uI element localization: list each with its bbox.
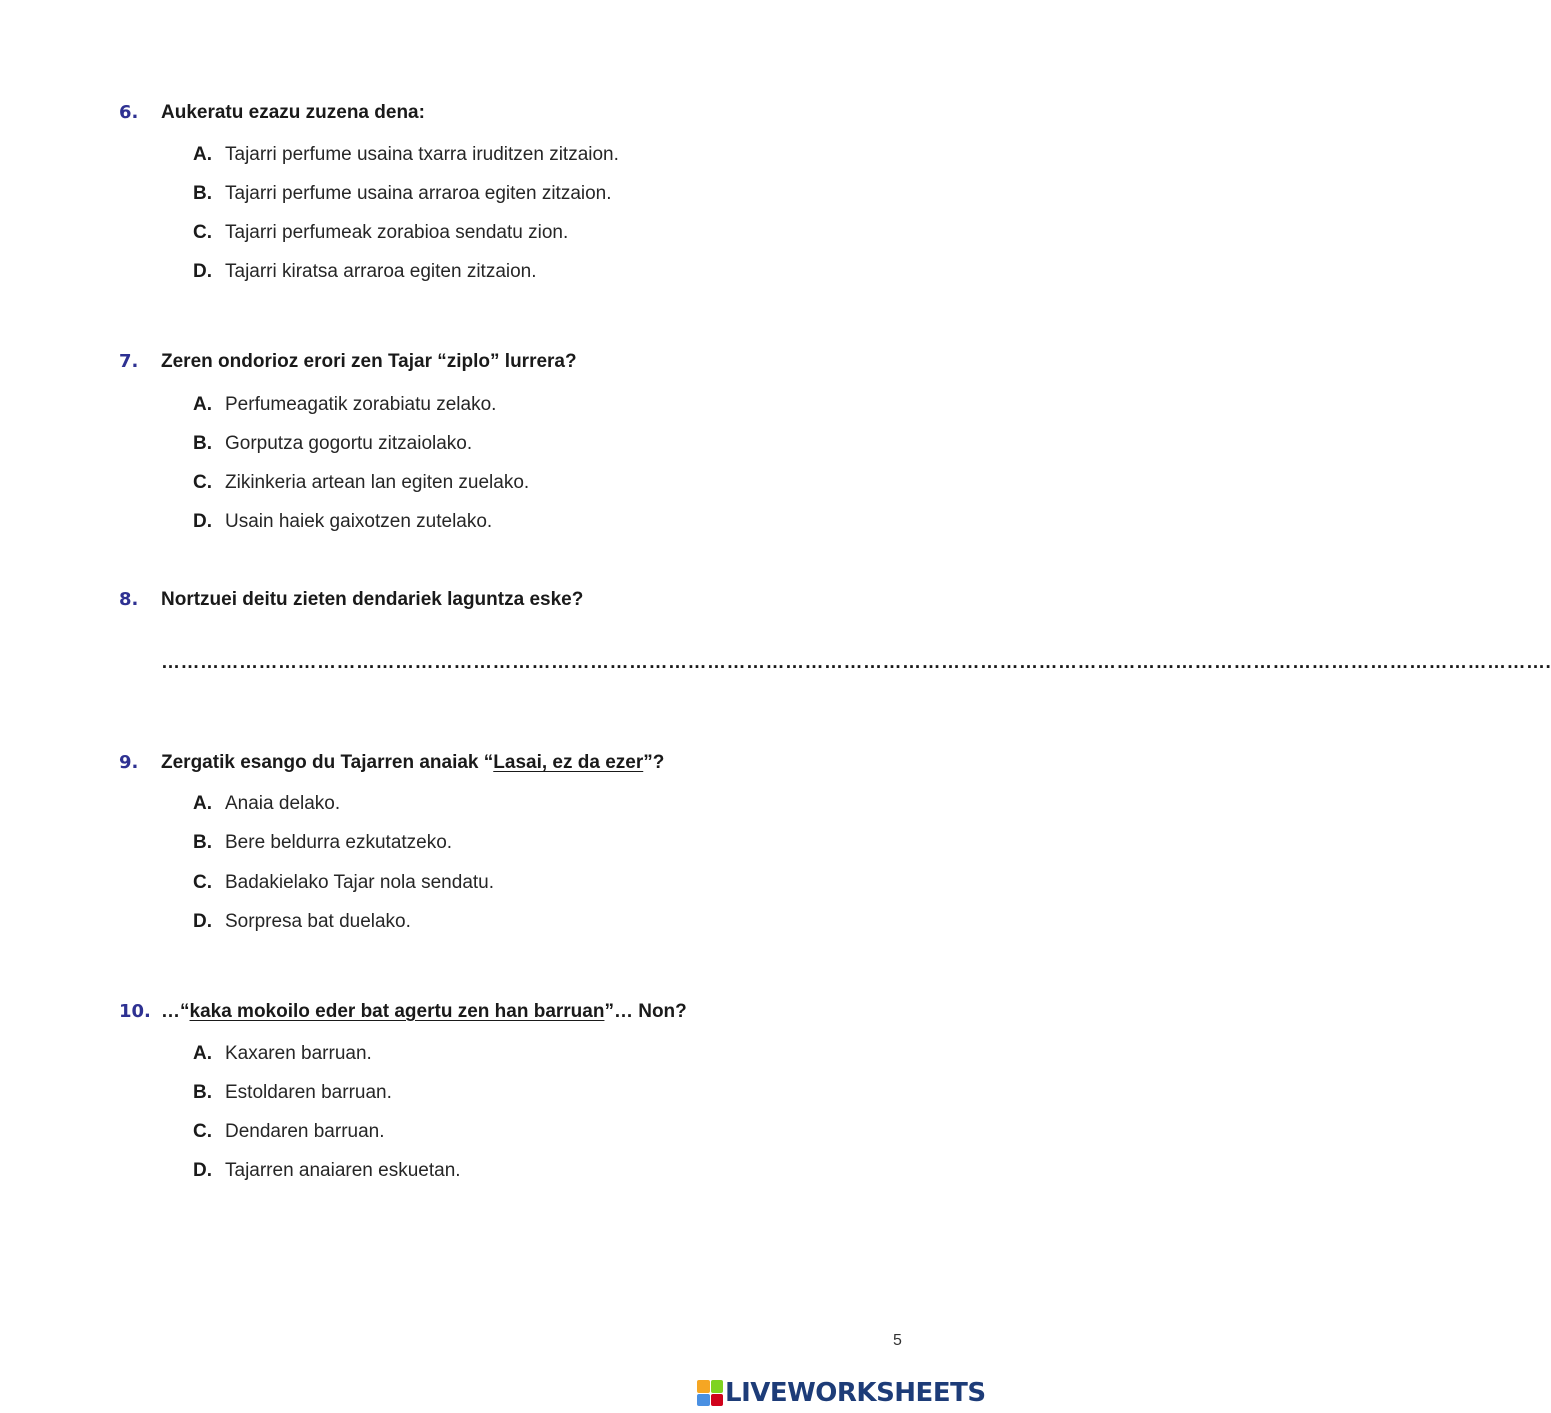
question-text: Aukeratu ezazu zuzena dena: [161,102,425,123]
option-letter: C. [193,872,212,893]
option-text: Anaia delako. [225,793,341,814]
answer-option-a[interactable] [193,1044,372,1063]
option-letter: B. [193,183,212,204]
option-text: Usain haiek gaixotzen zutelako. [225,511,493,532]
option-text: Tajarri kiratsa arraroa egiten zitzaion. [225,261,537,282]
answer-option-a[interactable] [193,145,619,164]
option-letter: C. [193,472,212,493]
answer-option-d[interactable] [193,912,411,931]
question-number: 9. [119,752,139,773]
answer-option-a[interactable] [193,395,496,414]
question-text-after: ”? [643,752,665,773]
liveworksheets-logo[interactable] [697,1378,986,1408]
option-text: Kaxaren barruan. [225,1043,372,1064]
question-quote-underlined: kaka mokoilo eder bat agertu zen han barruan [189,1001,605,1022]
option-text: Zikinkeria artean lan egiten zuelako. [225,472,530,493]
option-text: Dendaren barruan. [225,1121,385,1142]
option-letter: D. [193,511,212,532]
answer-option-c[interactable] [193,873,494,892]
logo-text: LIVEWORKSHEETS [725,1378,986,1408]
answer-option-c[interactable] [193,223,568,242]
option-text: Badakielako Tajar nola sendatu. [225,872,495,893]
answer-option-b[interactable] [193,1083,392,1102]
option-letter: A. [193,793,212,814]
answer-option-c[interactable] [193,473,529,492]
option-letter: D. [193,1160,212,1181]
answer-option-b[interactable] [193,434,472,453]
answer-option-d[interactable] [193,1161,461,1180]
option-letter: B. [193,433,212,454]
option-text: Bere beldurra ezkutatzeko. [225,832,453,853]
question-number: 7. [119,351,139,372]
answer-option-b[interactable] [193,184,612,203]
option-letter: A. [193,394,212,415]
option-text: Tajarri perfume usaina arraroa egiten zitzaion. [225,183,612,204]
option-text: Sorpresa bat duelako. [225,911,411,932]
answer-option-a[interactable] [193,794,340,813]
option-letter: D. [193,261,212,282]
option-text: Tajarren anaiaren eskuetan. [225,1160,461,1181]
question-text-before: …“ [161,1001,190,1022]
option-letter: C. [193,222,212,243]
option-text: Tajarri perfumeak zorabioa sendatu zion. [225,222,569,243]
answer-input-line[interactable]: ……………………………………………………………………………………………………………………………………………………………………………………………. [161,652,1551,673]
question-text: Zeren ondorioz erori zen Tajar “ziplo” lurrera? [161,351,577,372]
option-letter: B. [193,832,212,853]
liveworksheets-grid-icon [697,1380,723,1406]
question-quote-underlined: Lasai, ez da ezer [493,752,644,773]
option-letter: A. [193,144,212,165]
option-letter: B. [193,1082,212,1103]
answer-option-c[interactable] [193,1122,385,1141]
answer-option-b[interactable] [193,833,452,852]
question-text-before: Zergatik esango du Tajarren anaiak “ [161,752,494,773]
question-text: Nortzuei deitu zieten dendariek laguntza eske? [161,589,584,610]
page-number: 5 [893,1332,902,1349]
option-letter: D. [193,911,212,932]
answer-option-d[interactable] [193,262,537,281]
option-text: Perfumeagatik zorabiatu zelako. [225,394,497,415]
option-text: Estoldaren barruan. [225,1082,392,1103]
question-text-after: ”… Non? [604,1001,687,1022]
option-text: Tajarri perfume usaina txarra iruditzen zitzaion. [225,144,619,165]
answer-option-d[interactable] [193,512,492,531]
question-number: 6. [119,102,139,123]
question-text [161,1002,687,1021]
question-number: 10. [119,1001,151,1022]
question-number: 8. [119,589,139,610]
option-letter: C. [193,1121,212,1142]
option-letter: A. [193,1043,212,1064]
option-text: Gorputza gogortu zitzaiolako. [225,433,473,454]
question-text [161,753,664,772]
